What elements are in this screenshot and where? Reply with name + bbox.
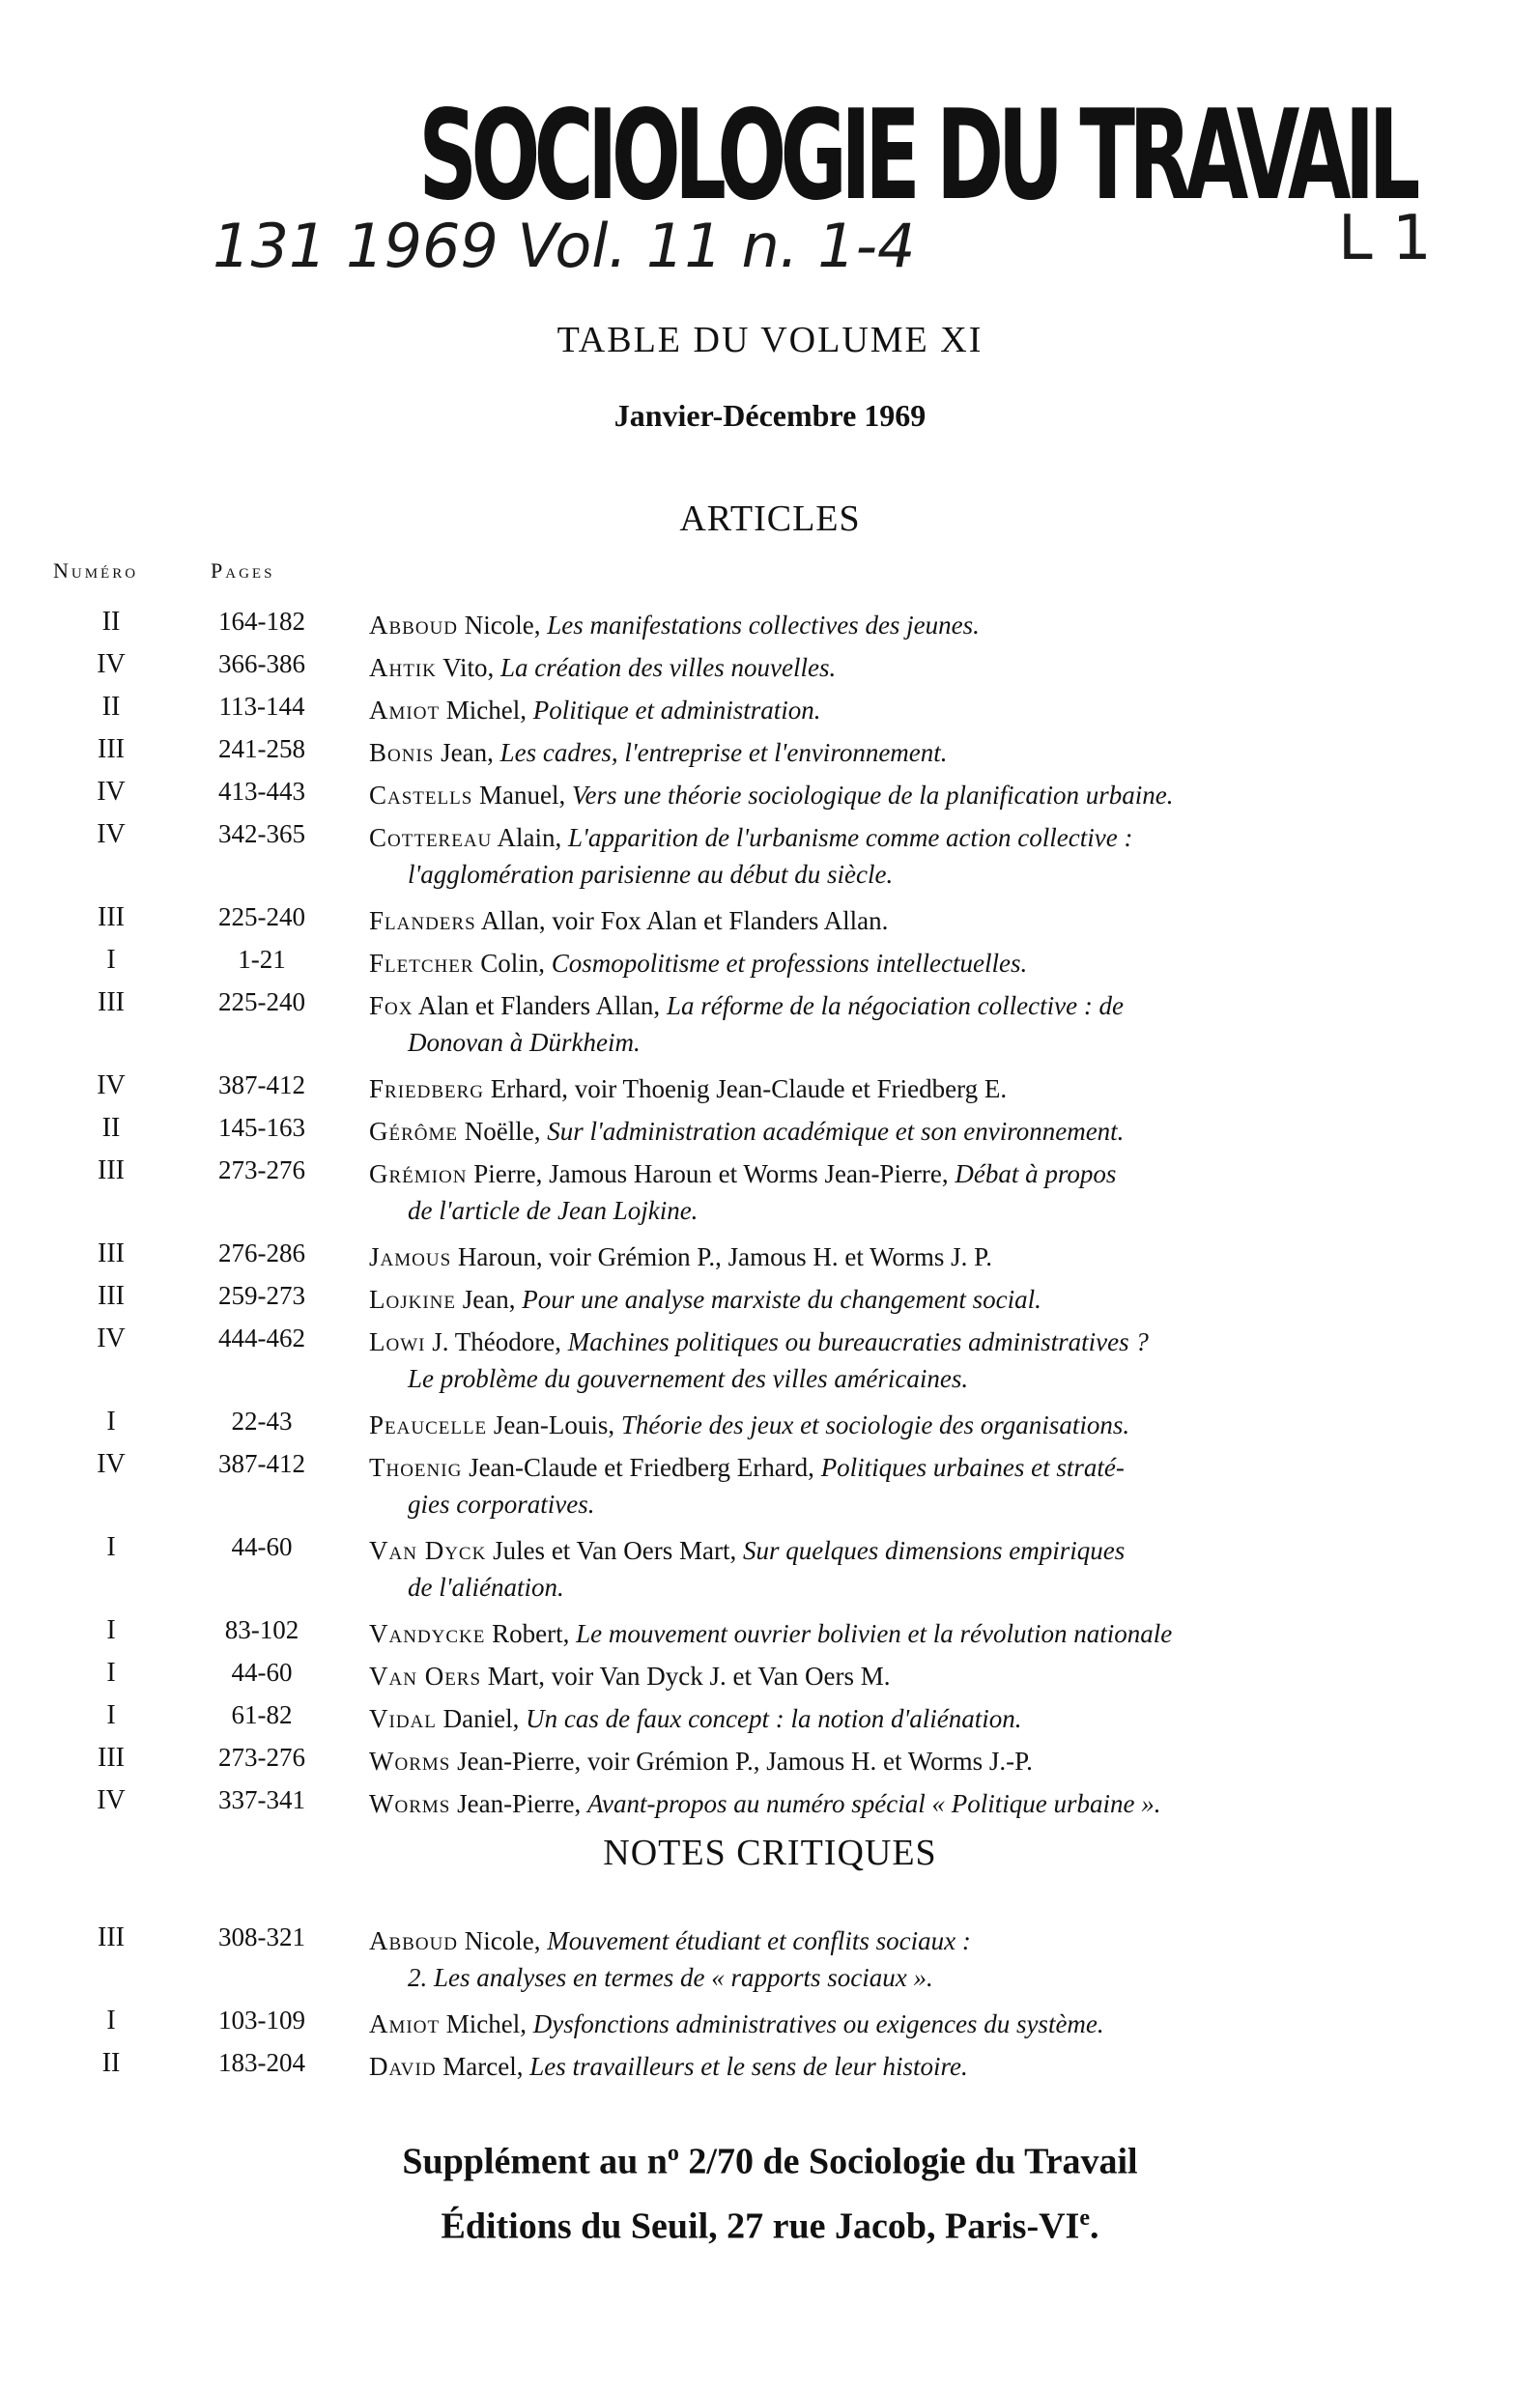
author-name: Worms [369, 1789, 451, 1818]
author-detail: Vito, [436, 653, 501, 682]
issue-number: III [98, 1155, 125, 1185]
column-header-pages: Pages [211, 558, 275, 583]
issue-number: IV [97, 1070, 126, 1100]
page-range: 387-412 [218, 1070, 305, 1099]
footer-line-2: Éditions du Seuil, 27 rue Jacob, Paris-VIe. [441, 2205, 1099, 2247]
page-range: 44-60 [231, 1532, 293, 1561]
author-detail: Allan, voir Fox Alan et Flanders Allan. [475, 906, 889, 935]
author-detail: Robert, [485, 1619, 577, 1648]
article-title: La création des villes nouvelles. [500, 653, 837, 682]
author-name: Lojkine [369, 1285, 456, 1314]
page-range: 387-412 [218, 1449, 305, 1478]
page-range: 273-276 [218, 1743, 305, 1772]
issue-number: I [106, 945, 116, 975]
article-title: Mouvement étudiant et conflits sociaux : [547, 1926, 971, 1955]
author-detail: Michel, [440, 2009, 533, 2038]
entry-text [369, 2048, 1412, 2085]
issue-number: III [98, 1238, 125, 1268]
page-range: 83-102 [224, 1615, 299, 1644]
issue-number: II [101, 607, 121, 637]
table-row [0, 1324, 1540, 1407]
author-detail: Mart, voir Van Dyck J. et Van Oers M. [481, 1662, 891, 1691]
page-range: 337-341 [218, 1785, 305, 1814]
table-row [0, 1407, 1540, 1449]
issue-number: IV [97, 1324, 126, 1353]
entry-text [369, 1743, 1412, 1779]
entry-text [369, 692, 1412, 728]
page-range: 183-204 [218, 2048, 305, 2077]
author-detail: Nicole, [458, 1926, 548, 1955]
issue-number: III [98, 1281, 125, 1311]
author-detail: Haroun, voir Grémion P., Jamous H. et Worms J. P. [451, 1242, 992, 1271]
article-title: Avant-propos au numéro spécial « Politique urbaine ». [587, 1789, 1161, 1818]
article-title: Machines politiques ou bureaucraties administratives ? [567, 1327, 1149, 1356]
notes-heading: NOTES CRITIQUES [603, 1833, 937, 1873]
entry-text [369, 1658, 1412, 1694]
page-range: 366-386 [218, 649, 305, 678]
entry-text [369, 1070, 1412, 1107]
author-name: Abboud [369, 611, 459, 640]
handwritten-mark: L 1 [1338, 203, 1432, 274]
article-title: Pour une analyse marxiste du changement social. [522, 1285, 1041, 1314]
author-detail: Jean-Pierre, [450, 1789, 588, 1818]
entry-text [369, 902, 1412, 939]
page-range: 276-286 [218, 1238, 305, 1267]
author-name: Bonis [369, 738, 435, 767]
author-detail: Daniel, [436, 1704, 527, 1733]
date-range: Janvier-Décembre 1969 [613, 398, 927, 433]
author-name: Fletcher [369, 949, 474, 978]
article-title: Les manifestations collectives des jeunes. [547, 611, 980, 640]
author-name: Castells [369, 781, 473, 810]
author-detail: Alain, [492, 823, 569, 852]
page-range: 164-182 [218, 607, 305, 636]
author-name: Ahtik [369, 653, 437, 682]
issue-number: IV [97, 1449, 126, 1479]
table-row [0, 987, 1540, 1070]
author-detail: Nicole, [458, 611, 548, 640]
author-detail: Erhard, voir Thoenig Jean-Claude et Friedberg E. [484, 1074, 1008, 1103]
entry-text [369, 1407, 1412, 1443]
issue-number: I [106, 1658, 116, 1688]
page-range: 1-21 [238, 945, 286, 974]
table-row [0, 1113, 1540, 1155]
title-continuation: l'agglomération parisienne au début du siècle. [408, 860, 894, 889]
author-name: Amiot [369, 2009, 441, 2038]
articles-heading: ARTICLES [679, 498, 861, 539]
page-title: TABLE DU VOLUME XI [556, 320, 984, 360]
page-range: 413-443 [218, 777, 305, 806]
table-row [0, 1155, 1540, 1238]
entry-text [369, 987, 1412, 1061]
author-detail: Alan et Flanders Allan, [413, 991, 667, 1020]
table-row [0, 1281, 1540, 1324]
entry-text [369, 1615, 1412, 1652]
masthead-title: SOCIOLOGIE DU TRAVAIL [418, 84, 1414, 228]
article-title: Sur l'administration académique et son environnement. [547, 1117, 1125, 1146]
table-row [0, 819, 1540, 902]
page-range: 61-82 [231, 1700, 293, 1729]
author-name: Fox [369, 991, 414, 1020]
table-row [0, 1615, 1540, 1658]
author-name: Peaucelle [369, 1410, 488, 1439]
table-row [0, 607, 1540, 649]
author-detail: Colin, [473, 949, 552, 978]
author-name: Jamous [369, 1242, 452, 1271]
article-title: Cosmopolitisme et professions intellectuelles. [551, 949, 1028, 978]
title-continuation: 2. Les analyses en termes de « rapports sociaux ». [408, 1963, 933, 1992]
author-detail: Jean-Louis, [487, 1410, 621, 1439]
title-continuation: de l'article de Jean Lojkine. [408, 1196, 699, 1225]
author-detail: J. Théodore, [425, 1327, 568, 1356]
issue-number: I [106, 1407, 116, 1437]
author-detail: Pierre, Jamous Haroun et Worms Jean-Pierre, [467, 1159, 955, 1188]
title-continuation: Le problème du gouvernement des villes américaines. [408, 1364, 969, 1393]
entry-text [369, 1449, 1412, 1523]
article-title: Un cas de faux concept : la notion d'aliénation. [526, 1704, 1022, 1733]
issue-number: III [98, 1743, 125, 1773]
entry-text [369, 819, 1412, 893]
table-row [0, 1449, 1540, 1532]
article-title: Débat à propos [955, 1159, 1117, 1188]
table-row [0, 1070, 1540, 1113]
entry-text [369, 1281, 1412, 1318]
author-name: David [369, 2052, 437, 2081]
page-range: 225-240 [218, 987, 305, 1016]
author-name: Friedberg [369, 1074, 485, 1103]
issue-number: II [101, 1113, 121, 1143]
entry-text [369, 1324, 1412, 1397]
issue-number: III [98, 987, 125, 1017]
title-continuation: gies corporatives. [408, 1490, 595, 1519]
issue-number: IV [97, 649, 126, 679]
entry-text [369, 777, 1412, 813]
author-name: Gérôme [369, 1117, 458, 1146]
page-range: 225-240 [218, 902, 305, 931]
page-range: 308-321 [218, 1922, 305, 1951]
title-continuation: Donovan à Dürkheim. [408, 1028, 641, 1057]
table-row [0, 1743, 1540, 1785]
entry-text [369, 649, 1412, 686]
page-range: 22-43 [231, 1407, 293, 1436]
author-name: Amiot [369, 696, 441, 725]
issue-number: III [98, 1922, 125, 1952]
page-range: 44-60 [231, 1658, 293, 1687]
issue-number: III [98, 734, 125, 764]
column-header-numero: Numéro [53, 558, 139, 583]
page-range: 241-258 [218, 734, 305, 763]
table-row [0, 1700, 1540, 1743]
author-detail: Jean-Claude et Friedberg Erhard, [462, 1453, 821, 1482]
entry-text [369, 1238, 1412, 1275]
article-title: Sur quelques dimensions empiriques [743, 1536, 1126, 1565]
article-title: La réforme de la négociation collective : de [666, 991, 1125, 1020]
author-name: Vandycke [369, 1619, 486, 1648]
article-title: Politique et administration. [532, 696, 821, 725]
entry-text [369, 1785, 1412, 1822]
author-name: Cottereau [369, 823, 493, 852]
issue-number: IV [97, 777, 126, 807]
article-title: Théorie des jeux et sociologie des organisations. [620, 1410, 1130, 1439]
table-row [0, 1238, 1540, 1281]
table-row [0, 902, 1540, 945]
page-range: 273-276 [218, 1155, 305, 1184]
handwritten-annotation: 131 1969 Vol. 11 n. 1-4 [213, 211, 916, 281]
article-title: Le mouvement ouvrier bolivien et la révolution nationale [576, 1619, 1173, 1648]
page-range: 103-109 [218, 2006, 305, 2035]
entry-text [369, 1700, 1412, 1737]
author-name: Flanders [369, 906, 476, 935]
article-title: Les travailleurs et le sens de leur histoire. [529, 2052, 968, 2081]
author-detail: Jean, [455, 1285, 523, 1314]
issue-number: IV [97, 1785, 126, 1815]
entry-text [369, 2006, 1412, 2042]
article-title: Politiques urbaines et straté- [820, 1453, 1125, 1482]
table-row [0, 945, 1540, 987]
page-range: 145-163 [218, 1113, 305, 1142]
issue-number: III [98, 902, 125, 932]
author-name: Vidal [369, 1704, 437, 1733]
page-range: 342-365 [218, 819, 305, 848]
publication-footer [0, 2125, 1540, 2254]
entry-text [369, 1922, 1412, 1996]
author-name: Van Oers [369, 1662, 482, 1691]
title-continuation: de l'aliénation. [408, 1573, 564, 1602]
table-row [0, 2006, 1540, 2048]
table-row [0, 649, 1540, 692]
page-range: 444-462 [218, 1324, 305, 1352]
author-detail: Noëlle, [458, 1117, 548, 1146]
author-detail: Jean, [434, 738, 500, 767]
table-row [0, 1658, 1540, 1700]
entry-text [369, 1532, 1412, 1606]
article-title: Vers une théorie sociologique de la planification urbaine. [572, 781, 1174, 810]
table-row [0, 1785, 1540, 1828]
entry-text [369, 945, 1412, 982]
table-row [0, 777, 1540, 819]
author-detail: Marcel, [436, 2052, 530, 2081]
table-row [0, 1922, 1540, 2006]
issue-number: II [101, 2048, 121, 2078]
author-detail: Manuel, [472, 781, 573, 810]
issue-number: I [106, 1532, 116, 1562]
entry-text [369, 1155, 1412, 1229]
author-detail: Jean-Pierre, voir Grémion P., Jamous H. et Worms J.-P. [450, 1747, 1033, 1776]
entry-text [369, 734, 1412, 771]
table-row [0, 2048, 1540, 2091]
issue-number: I [106, 1615, 116, 1645]
footer-line-1: Supplément au $n^o$ 2/70 de Sociologie du Travail [402, 2141, 1138, 2182]
entry-text [369, 607, 1412, 643]
author-name: Abboud [369, 1926, 459, 1955]
article-title: L'apparition de l'urbanisme comme action collective : [568, 823, 1133, 852]
page-range: 113-144 [218, 692, 305, 721]
issue-number: I [106, 1700, 116, 1730]
entry-text [369, 1113, 1412, 1150]
table-row [0, 1532, 1540, 1615]
author-name: Worms [369, 1747, 451, 1776]
table-row [0, 734, 1540, 777]
author-name: Thoenig [369, 1453, 463, 1482]
issue-number: I [106, 2006, 116, 2035]
issue-number: IV [97, 819, 126, 849]
page-range: 259-273 [218, 1281, 305, 1310]
issue-number: II [101, 692, 121, 722]
table-row [0, 692, 1540, 734]
author-detail: Michel, [440, 696, 533, 725]
article-title: Dysfonctions administratives ou exigences du système. [532, 2009, 1104, 2038]
author-name: Grémion [369, 1159, 468, 1188]
author-name: Lowi [369, 1327, 426, 1356]
author-name: Van Dyck [369, 1536, 487, 1565]
author-detail: Jules et Van Oers Mart, [486, 1536, 744, 1565]
article-title: Les cadres, l'entreprise et l'environnement. [499, 738, 948, 767]
